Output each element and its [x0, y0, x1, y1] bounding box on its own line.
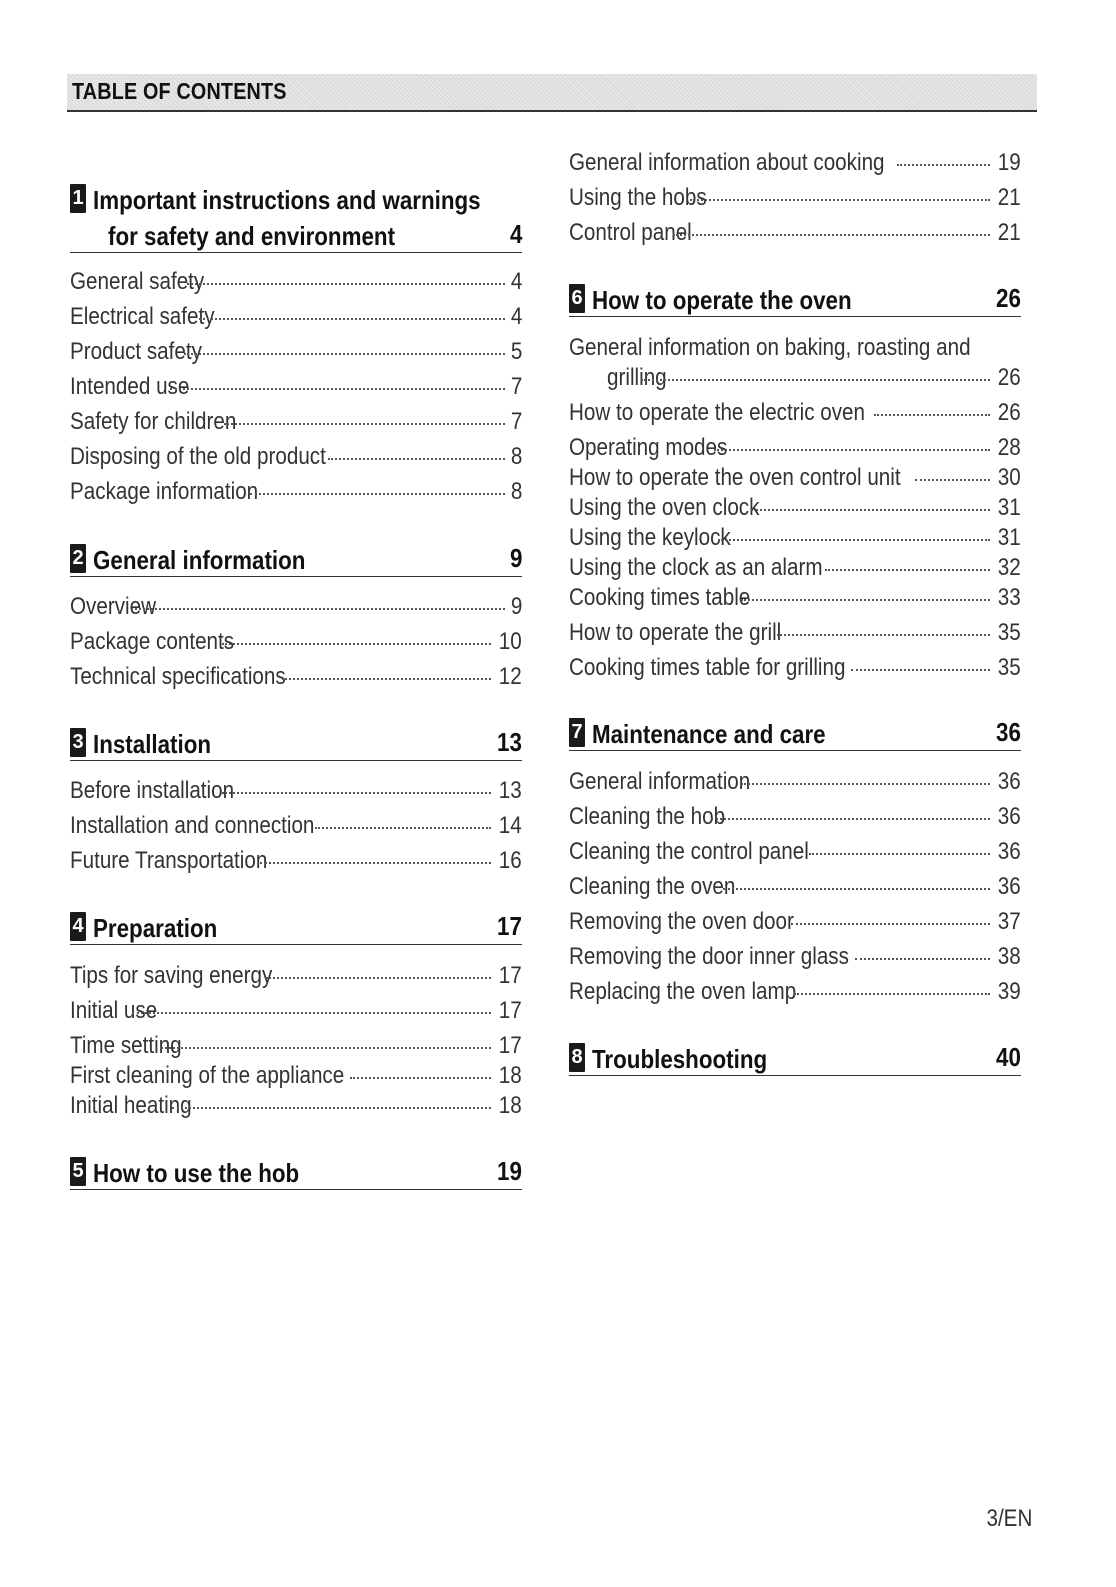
section-1-number: 1 [70, 184, 86, 213]
toc-entry-oven-control-unit[interactable]: How to operate the oven control unit 30 [569, 464, 1021, 491]
toc-entry-replacing-oven-lamp[interactable]: Replacing the oven lamp 39 [569, 978, 1021, 1005]
section-4-heading[interactable] [70, 908, 522, 945]
section-6-page: 26 [996, 283, 1021, 313]
section-7-number: 7 [569, 718, 585, 747]
toc-entry-cleaning-control-panel[interactable]: Cleaning the control panel 36 [569, 838, 1021, 865]
section-1-title-line2: for safety and environment [108, 221, 396, 252]
section-2-heading[interactable] [70, 540, 522, 577]
section-4-page: 17 [497, 911, 522, 941]
toc-entry-general-info-baking-line1[interactable]: General information on baking, roasting and [569, 334, 971, 361]
section-8-heading[interactable] [569, 1039, 1021, 1076]
toc-entry-initial-use[interactable]: Initial use 17 [70, 997, 522, 1024]
toc-entry-future-transportation[interactable]: Future Transportation 16 [70, 847, 522, 874]
toc-entry-control-panel[interactable]: Control panel 21 [569, 219, 1021, 246]
toc-entry-using-keylock[interactable]: Using the keylock 31 [569, 524, 1021, 551]
toc-entry-cooking-times-grilling[interactable]: Cooking times table for grilling 35 [569, 654, 1021, 681]
toc-entry-intended-use[interactable]: Intended use 7 [70, 373, 522, 400]
section-7-page: 36 [996, 717, 1021, 747]
toc-entry-general-safety[interactable]: General safety 4 [70, 268, 522, 295]
toc-entry-tips-saving-energy[interactable]: Tips for saving energy 17 [70, 962, 522, 989]
toc-entry-general-info-baking[interactable]: grilling 26 [607, 364, 1021, 391]
toc-entry-safety-for-children[interactable]: Safety for children 7 [70, 408, 522, 435]
toc-header-bar [67, 74, 1037, 112]
toc-entry-operate-electric-oven[interactable]: How to operate the electric oven 26 [569, 399, 1021, 426]
section-6-number: 6 [569, 284, 585, 313]
toc-entry-overview[interactable]: Overview 9 [70, 593, 522, 620]
section-2-title: General information [93, 545, 306, 576]
toc-entry-disposing-old-product[interactable]: Disposing of the old product 8 [70, 443, 522, 470]
toc-entry-first-cleaning[interactable]: First cleaning of the appliance 18 [70, 1062, 522, 1089]
section-5-number: 5 [70, 1157, 86, 1186]
toc-entry-cleaning-oven[interactable]: Cleaning the oven 36 [569, 873, 1021, 900]
page-number: 3/EN [986, 1505, 1032, 1532]
section-4-number: 4 [70, 912, 86, 941]
toc-entry-operating-modes[interactable]: Operating modes 28 [569, 434, 1021, 461]
toc-entry-technical-specifications[interactable]: Technical specifications 12 [70, 663, 522, 690]
section-3-page: 13 [497, 727, 522, 757]
section-5-title: How to use the hob [93, 1158, 300, 1189]
section-3-number: 3 [70, 728, 86, 757]
section-6-title: How to operate the oven [592, 285, 852, 316]
toc-entry-package-information[interactable]: Package information 8 [70, 478, 522, 505]
toc-entry-general-info-cooking[interactable]: General information about cooking 19 [569, 149, 1021, 176]
toc-entry-time-setting[interactable]: Time setting 17 [70, 1032, 522, 1059]
toc-entry-initial-heating[interactable]: Initial heating 18 [70, 1092, 522, 1119]
section-1-heading[interactable] [70, 180, 522, 253]
toc-entry-removing-door-glass[interactable]: Removing the door inner glass 38 [569, 943, 1021, 970]
toc-entry-using-oven-clock[interactable]: Using the oven clock 31 [569, 494, 1021, 521]
section-1-page: 4 [509, 219, 522, 249]
toc-entry-package-contents[interactable]: Package contents 10 [70, 628, 522, 655]
section-8-number: 8 [569, 1043, 585, 1072]
toc-entry-removing-oven-door[interactable]: Removing the oven door 37 [569, 908, 1021, 935]
section-8-title: Troubleshooting [592, 1044, 768, 1075]
section-8-page: 40 [996, 1042, 1021, 1072]
toc-entry-general-information-maint[interactable]: General information 36 [569, 768, 1021, 795]
section-4-title: Preparation [93, 913, 218, 944]
toc-entry-electrical-safety[interactable]: Electrical safety 4 [70, 303, 522, 330]
section-7-heading[interactable] [569, 714, 1021, 751]
section-3-heading[interactable] [70, 724, 522, 761]
toc-entry-cleaning-hob[interactable]: Cleaning the hob 36 [569, 803, 1021, 830]
toc-entry-clock-as-alarm[interactable]: Using the clock as an alarm 32 [569, 554, 1021, 581]
section-5-heading[interactable] [70, 1153, 522, 1190]
toc-entry-operate-grill[interactable]: How to operate the grill 35 [569, 619, 1021, 646]
section-7-title: Maintenance and care [592, 719, 826, 750]
section-6-heading[interactable] [569, 280, 1021, 317]
section-2-page: 9 [509, 543, 522, 573]
toc-entry-before-installation[interactable]: Before installation 13 [70, 777, 522, 804]
section-5-page: 19 [497, 1156, 522, 1186]
toc-entry-installation-connection[interactable]: Installation and connection 14 [70, 812, 522, 839]
toc-entry-product-safety[interactable]: Product safety 5 [70, 338, 522, 365]
section-2-number: 2 [70, 544, 86, 573]
section-3-title: Installation [93, 729, 212, 760]
toc-entry-cooking-times-table[interactable]: Cooking times table 33 [569, 584, 1021, 611]
toc-title: TABLE OF CONTENTS [72, 78, 287, 104]
section-1-title-line1: Important instructions and warnings [93, 185, 481, 216]
toc-entry-using-the-hobs[interactable]: Using the hobs 21 [569, 184, 1021, 211]
